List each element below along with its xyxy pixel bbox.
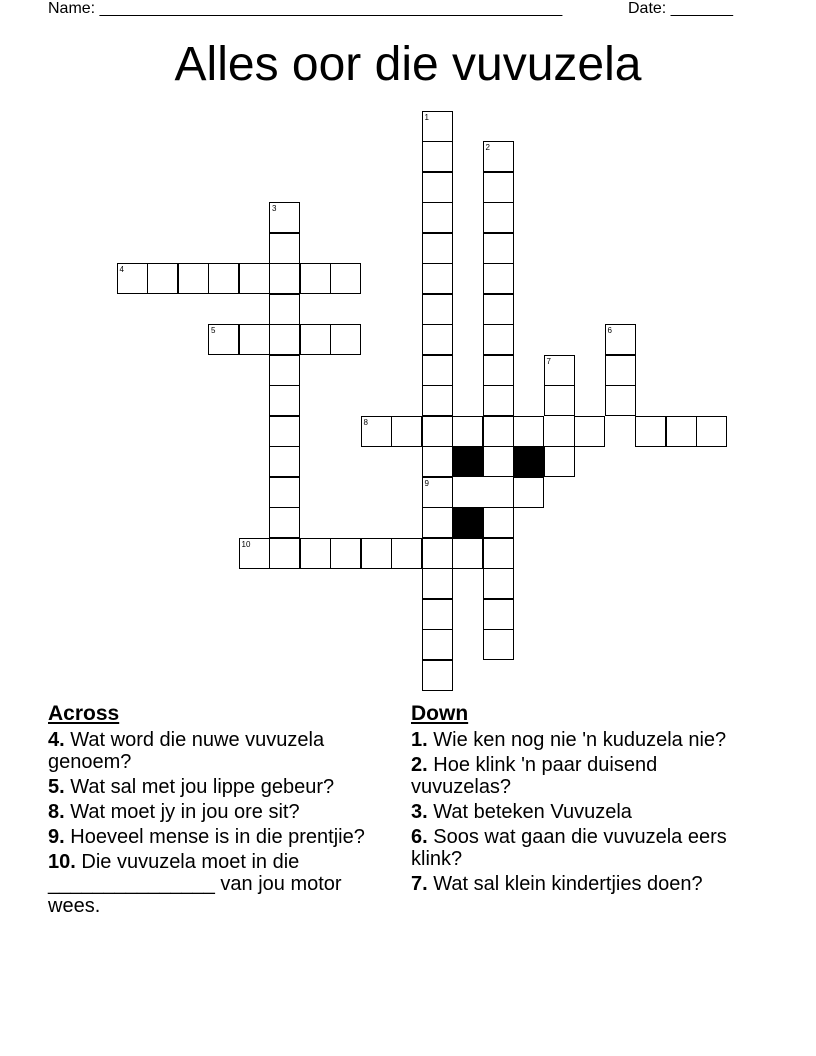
grid-cell[interactable]	[208, 324, 239, 355]
grid-cell[interactable]	[422, 416, 453, 447]
grid-cell[interactable]	[605, 324, 636, 355]
clue-number-label: 5.	[48, 776, 65, 798]
across-clue-list	[48, 729, 378, 917]
clue-text: Wat sal klein kindertjies doen?	[433, 873, 703, 895]
clue-text: Hoe klink 'n paar duisend vuvuzelas?	[411, 754, 658, 798]
down-clue	[411, 754, 741, 798]
clue-number-label: 6.	[411, 826, 428, 848]
grid-cell[interactable]	[483, 568, 514, 599]
clue-number: 2	[485, 143, 490, 152]
grid-cell-black	[513, 446, 544, 477]
grid-cell[interactable]	[269, 263, 300, 294]
grid-cell[interactable]	[269, 507, 300, 538]
grid-cell[interactable]	[269, 202, 300, 233]
down-heading: Down	[411, 702, 469, 725]
grid-cell[interactable]	[483, 172, 514, 203]
clue-number: 5	[211, 326, 216, 335]
grid-cell[interactable]	[300, 324, 331, 355]
grid-cell[interactable]	[330, 538, 361, 569]
clue-number: 1	[424, 112, 429, 122]
grid-cell[interactable]	[422, 629, 453, 660]
across-clue	[48, 851, 378, 917]
grid-cell[interactable]	[422, 538, 453, 569]
across-clue	[48, 826, 378, 848]
clue-text: Wat moet jy in jou ore sit?	[70, 801, 300, 823]
grid-cell[interactable]	[483, 355, 514, 386]
grid-cell[interactable]	[422, 355, 453, 386]
clue-number-label: 7.	[411, 873, 428, 895]
grid-cell[interactable]	[239, 538, 270, 569]
grid-cell[interactable]	[147, 263, 178, 294]
grid-cell[interactable]	[422, 568, 453, 599]
grid-cell[interactable]	[483, 202, 514, 233]
across-clues	[48, 702, 378, 920]
clue-text: Wat sal met jou lippe gebeur?	[70, 776, 335, 798]
grid-cell[interactable]	[178, 263, 209, 294]
down-clue	[411, 801, 741, 823]
clue-number-label: 2.	[411, 754, 428, 776]
grid-cell[interactable]	[422, 599, 453, 630]
grid-cell[interactable]	[452, 538, 483, 569]
grid-cell[interactable]	[391, 416, 422, 447]
clue-text: Wat beteken Vuvuzela	[433, 801, 632, 823]
clue-number: 9	[424, 478, 429, 488]
grid-cell[interactable]	[483, 385, 514, 416]
clue-number: 8	[363, 417, 368, 427]
clue-text: Wat word die nuwe vuvuzela genoem?	[48, 729, 325, 773]
down-clue	[411, 873, 741, 895]
grid-cell[interactable]	[269, 355, 300, 386]
grid-cell[interactable]	[483, 629, 514, 660]
grid-cell[interactable]	[483, 263, 514, 294]
down-clue-list	[411, 729, 741, 895]
grid-cell[interactable]	[269, 416, 300, 447]
grid-cell[interactable]	[269, 446, 300, 477]
grid-cell[interactable]	[422, 507, 453, 538]
grid-cell[interactable]	[696, 416, 727, 447]
clue-number: 10	[241, 539, 251, 549]
grid-cell[interactable]	[483, 538, 514, 569]
clue-text: Die vuvuzela moet in die _______________ van jou motor wees.	[48, 851, 342, 917]
grid-cell[interactable]	[269, 477, 300, 508]
grid-cell[interactable]	[239, 324, 270, 355]
grid-cell[interactable]	[300, 538, 331, 569]
grid-cell[interactable]	[544, 446, 575, 477]
grid-cell[interactable]	[330, 324, 361, 355]
grid-cell[interactable]	[666, 416, 697, 447]
grid-cell[interactable]	[422, 660, 453, 691]
grid-cell[interactable]	[422, 233, 453, 264]
grid-cell[interactable]	[483, 416, 514, 447]
clue-number-label: 4.	[48, 729, 65, 751]
grid-cell[interactable]	[239, 263, 270, 294]
grid-cell[interactable]	[300, 263, 331, 294]
down-clues	[411, 702, 741, 898]
across-clue	[48, 776, 378, 798]
grid-cell[interactable]	[330, 263, 361, 294]
clue-number-label: 10.	[48, 851, 76, 873]
grid-cell[interactable]	[422, 324, 453, 355]
grid-cell[interactable]	[422, 111, 453, 142]
grid-cell[interactable]	[269, 538, 300, 569]
grid-cell[interactable]	[452, 416, 483, 447]
grid-cell[interactable]	[361, 416, 392, 447]
clue-number-label: 9.	[48, 826, 65, 848]
grid-cell[interactable]	[422, 263, 453, 294]
grid-cell[interactable]	[269, 385, 300, 416]
grid-cell[interactable]	[483, 294, 514, 325]
clue-number: 3	[272, 204, 277, 213]
clue-text: Hoeveel mense is in die prentjie?	[70, 826, 365, 848]
grid-cell[interactable]	[269, 324, 300, 355]
grid-cell[interactable]	[605, 385, 636, 416]
grid-cell[interactable]	[422, 385, 453, 416]
clue-number: 7	[546, 356, 551, 366]
grid-cell[interactable]	[422, 446, 453, 477]
grid-cell[interactable]	[422, 172, 453, 203]
grid-cell[interactable]	[208, 263, 239, 294]
grid-cell[interactable]	[483, 141, 514, 172]
grid-cell[interactable]	[391, 538, 422, 569]
grid-cell[interactable]	[483, 446, 514, 477]
grid-cell[interactable]	[513, 416, 544, 447]
clue-number-label: 8.	[48, 801, 65, 823]
grid-cell[interactable]	[361, 538, 392, 569]
grid-cell[interactable]	[483, 507, 514, 538]
clue-number: 6	[607, 326, 612, 335]
grid-cell[interactable]	[269, 233, 300, 264]
grid-cell[interactable]	[422, 141, 453, 172]
down-clue	[411, 729, 741, 751]
grid-cell[interactable]	[574, 416, 605, 447]
grid-cell[interactable]	[635, 416, 666, 447]
across-clue	[48, 801, 378, 823]
clue-text: Wie ken nog nie 'n kuduzela nie?	[433, 729, 727, 751]
across-clue	[48, 729, 378, 773]
date-field-label: Date: _______	[628, 0, 733, 17]
grid-cell[interactable]	[544, 355, 575, 386]
grid-cell[interactable]	[605, 355, 636, 386]
grid-cell[interactable]	[513, 477, 544, 508]
grid-cell[interactable]	[422, 202, 453, 233]
grid-cell[interactable]	[269, 294, 300, 325]
grid-cell[interactable]	[422, 294, 453, 325]
name-field-label: Name: ____________________________________________________	[48, 0, 563, 17]
clue-text: Soos wat gaan die vuvuzela eers klink?	[411, 826, 727, 870]
grid-cell[interactable]	[422, 477, 453, 508]
across-heading: Across	[48, 702, 120, 725]
page-title: Alles oor die vuvuzela	[174, 38, 642, 91]
grid-cell[interactable]	[117, 263, 148, 294]
grid-cell[interactable]	[483, 599, 514, 630]
clue-number-label: 3.	[411, 801, 428, 823]
clue-number: 4	[119, 265, 124, 274]
grid-cell-black	[452, 507, 483, 538]
clue-number-label: 1.	[411, 729, 428, 751]
grid-cell[interactable]	[483, 233, 514, 264]
grid-cell[interactable]	[483, 324, 514, 355]
grid-cell-black	[452, 446, 483, 477]
grid-cell[interactable]	[544, 385, 575, 416]
down-clue	[411, 826, 741, 870]
